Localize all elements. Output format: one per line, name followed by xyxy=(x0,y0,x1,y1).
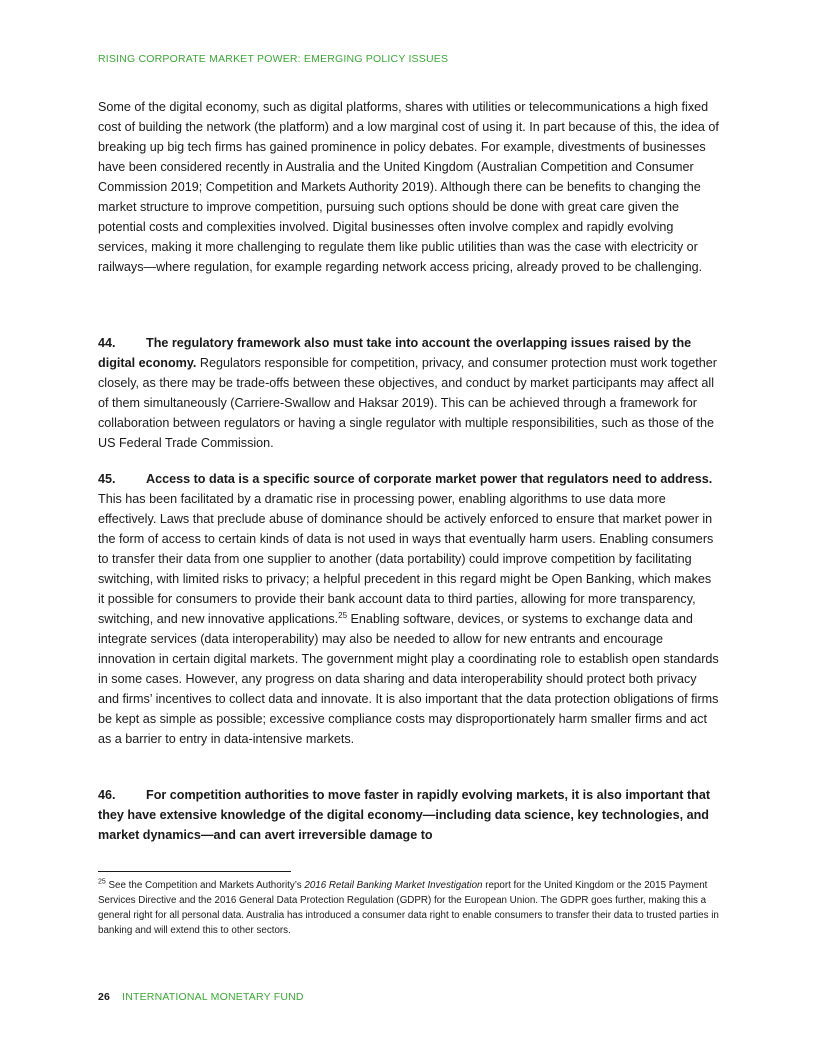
paragraph-lead: For competition authorities to move faster in rapidly evolving markets, it is also important that they have extensive knowledge of the digital economy—including data science, key technologies, and market dynamics—and can avert irreversible damage to xyxy=(98,788,711,842)
footnote-text-continued: report for the United Kingdom or the 2015 Payment Services Directive and the 2016 General Data Protection Regulation (GDPR) for the European Union. The GDPR goes further, making this a general right for all personal data. Australia has introduced a consumer data right to enable consumers to transfer their data to trusted parties in banking and will extend this to other sectors. xyxy=(98,880,719,936)
page-footer xyxy=(98,991,304,1003)
paragraph-number: 45. xyxy=(98,472,116,486)
paragraph-body: Regulators responsible for competition, privacy, and consumer protection must work together closely, as there may be trade-offs between these objectives, and conduct by market participants may affect all of them simultaneously (Carriere-Swallow and Haksar 2019). This can be achieved through a framework for collaboration between regulators or having a single regulator with multiple responsibilities, such as those of the US Federal Trade Commission. xyxy=(98,356,717,450)
paragraph-body: This has been facilitated by a dramatic rise in processing power, enabling algorithms to use data more effectively. Laws that preclude abuse of dominance should be actively enforced to ensure that market power in the form of access to certain kinds of data is not used in ways that eventually harm users. Enabling consumers to transfer their data from one supplier to another (data portability) could improve competition by facilitating switching, with limited risks to privacy; a helpful precedent in this regard might be Open Banking, which makes it possible for consumers to provide their bank account data to third parties, allowing for more transparency, switching, and new innovative applications. xyxy=(98,492,714,626)
paragraph-lead: The regulatory framework also must take into account the overlapping issues raised by the digital economy. xyxy=(98,336,692,370)
footnote-text: See the Competition and Markets Authority’s xyxy=(105,880,305,891)
page-number: 26 xyxy=(98,991,111,1003)
footnote-25 xyxy=(98,878,720,938)
footer-publisher: INTERNATIONAL MONETARY FUND xyxy=(122,991,304,1003)
footnote-ref[interactable]: 25 xyxy=(338,610,348,620)
paragraph-number: 46. xyxy=(98,788,116,802)
paragraph-number: 44. xyxy=(98,336,116,350)
paragraph-45 xyxy=(98,469,720,749)
footnote-italic-title: 2016 Retail Banking Market Investigation xyxy=(304,880,483,891)
paragraph-intro: Some of the digital economy, such as digital platforms, shares with utilities or telecommunications a high fixed cost of building the network (the platform) and a low marginal cost of using it. In part because of this, the idea of breaking up big tech firms has gained prominence in policy debates. For example, divestments of businesses have been considered recently in Australia and the United Kingdom (Australian Competition and Consumer Commission 2019; Competition and Markets Authority 2019). Although there can be benefits to changing the market structure to improve competition, pursuing such options should be done with great care given the potential costs and complexities involved. Digital businesses often involve complex and rapidly evolving services, making it more challenging to regulate them like public utilities than was the case with electricity or railways—where regulation, for example regarding network access pricing, already proved to be challenging. xyxy=(98,100,719,274)
running-header: RISING CORPORATE MARKET POWER: EMERGING POLICY ISSUES xyxy=(98,53,449,65)
footnote-divider xyxy=(98,871,291,872)
paragraph-44 xyxy=(98,333,720,453)
paragraph-body-continued: Enabling software, devices, or systems to exchange data and integrate services (data interoperability) may also be needed to allow for new entrants and encourage innovation in certain digital markets. The government might play a coordinating role to establish open standards in some cases. However, any progress on data sharing and data interoperability should protect both privacy and firms’ incentives to collect data and innovate. It is also important that the data protection obligations of firms be kept as simple as possible; excessive compliance costs may disproportionately harm smaller firms and act as a barrier to entry in data-intensive markets. xyxy=(98,612,719,746)
footnote-number: 25 xyxy=(98,878,106,886)
paragraph-lead: Access to data is a specific source of corporate market power that regulators need to address. xyxy=(146,472,713,486)
paragraph-46 xyxy=(98,785,720,845)
